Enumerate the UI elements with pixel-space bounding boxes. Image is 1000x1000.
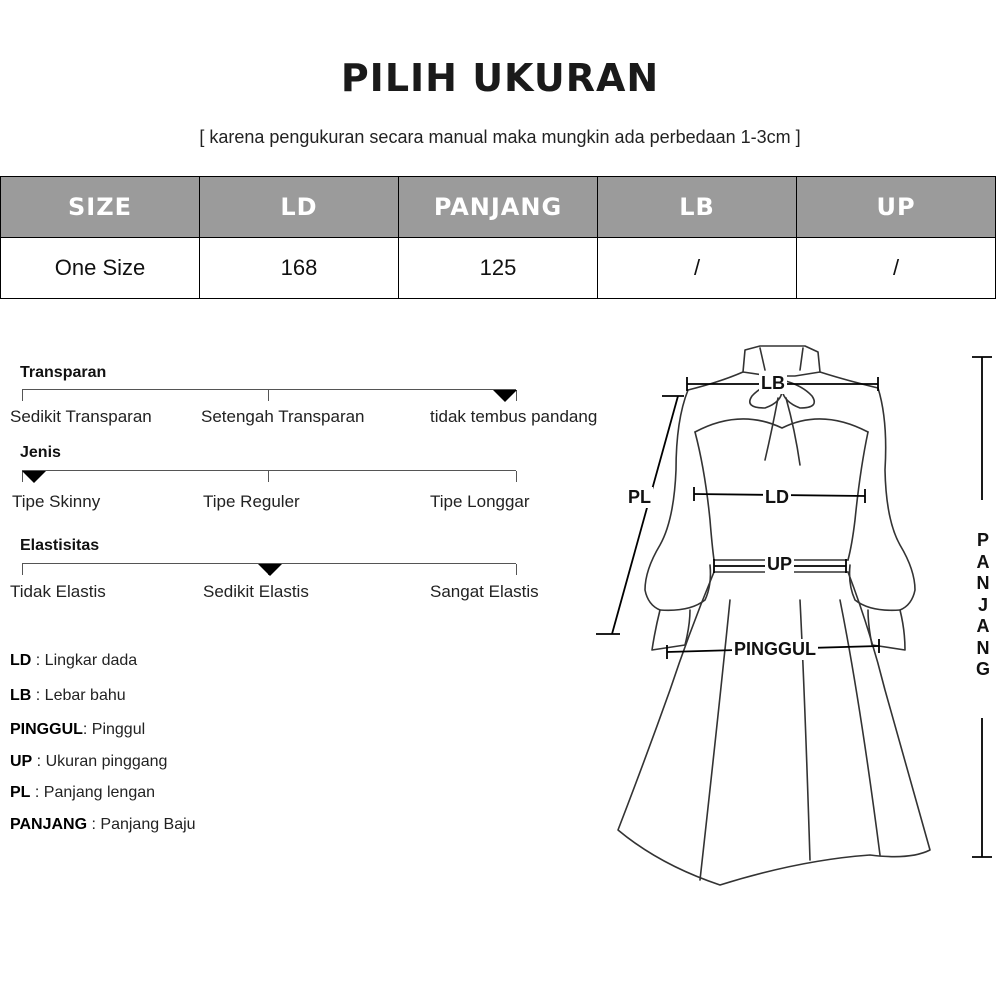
legend-separator: : (31, 687, 45, 704)
measure-label-letter: N (976, 573, 990, 593)
scale-title: Jenis (20, 444, 61, 461)
scale-option: tidak tembus pandang (430, 407, 598, 426)
legend-desc: Lebar bahu (44, 687, 126, 704)
measurement-note: [ karena pengukuran secara manual maka mungkin ada perbedaan 1-3cm ] (199, 127, 801, 147)
legend-separator: : (30, 784, 44, 801)
legend-separator: : (82, 721, 92, 738)
cell-up: / (797, 238, 996, 299)
legend-desc: Pinggul (91, 721, 146, 738)
header-up: UP (797, 177, 996, 238)
measure-label-pl: PL (628, 487, 652, 507)
cell-size: One Size (1, 238, 200, 299)
legend-abbr: LD (10, 652, 32, 669)
measure-label-panjang (970, 530, 996, 681)
measure-label-panjang-text (970, 530, 996, 681)
legend-abbr: PANJANG (10, 816, 88, 833)
header-ld: LD (200, 177, 399, 238)
scale-option: Tidak Elastis (10, 582, 106, 601)
legend-desc: Ukuran pinggang (45, 753, 168, 770)
measure-label-up: UP (767, 554, 793, 574)
header-panjang: PANJANG (399, 177, 598, 238)
legend-abbr: LB (10, 687, 32, 704)
measure-label-letter: J (977, 594, 988, 615)
legend-separator: : (32, 753, 46, 770)
legend-separator: : (31, 652, 45, 669)
legend-desc: Panjang lengan (43, 784, 156, 801)
measure-label-letter: G (975, 659, 990, 679)
scale-option: Tipe Longgar (430, 492, 530, 511)
scale-option: Tipe Reguler (203, 492, 300, 511)
header-size: SIZE (1, 177, 200, 238)
scale-title: Elastisitas (20, 537, 100, 554)
legend-desc: Lingkar dada (44, 652, 138, 669)
legend-abbr: PINGGUL (10, 721, 83, 738)
cell-panjang: 125 (399, 238, 598, 299)
measure-label-lb: LB (761, 373, 785, 393)
page-title: PILIH UKURAN (340, 56, 660, 100)
scale-option: Sangat Elastis (430, 582, 539, 601)
cell-ld: 168 (200, 238, 399, 299)
measure-label-ld: LD (765, 487, 789, 507)
measure-label-letter: N (976, 637, 990, 658)
measure-label-letter: A (976, 551, 990, 572)
measure-label-pinggul: PINGGUL (734, 639, 817, 659)
legend-separator: : (87, 816, 101, 833)
scale-option: Sedikit Transparan (10, 407, 152, 426)
legend-abbr: UP (10, 753, 33, 770)
legend-desc: Panjang Baju (100, 816, 196, 833)
header-lb: LB (598, 177, 797, 238)
measure-label-letter: P (976, 530, 989, 550)
scale-option: Sedikit Elastis (203, 582, 309, 601)
cell-lb: / (598, 238, 797, 299)
scale-option: Setengah Transparan (201, 407, 365, 426)
scale-option: Tipe Skinny (12, 492, 101, 511)
legend-abbr: PL (10, 784, 31, 801)
scale-title: Transparan (20, 364, 107, 381)
measure-label-letter: A (976, 616, 990, 636)
